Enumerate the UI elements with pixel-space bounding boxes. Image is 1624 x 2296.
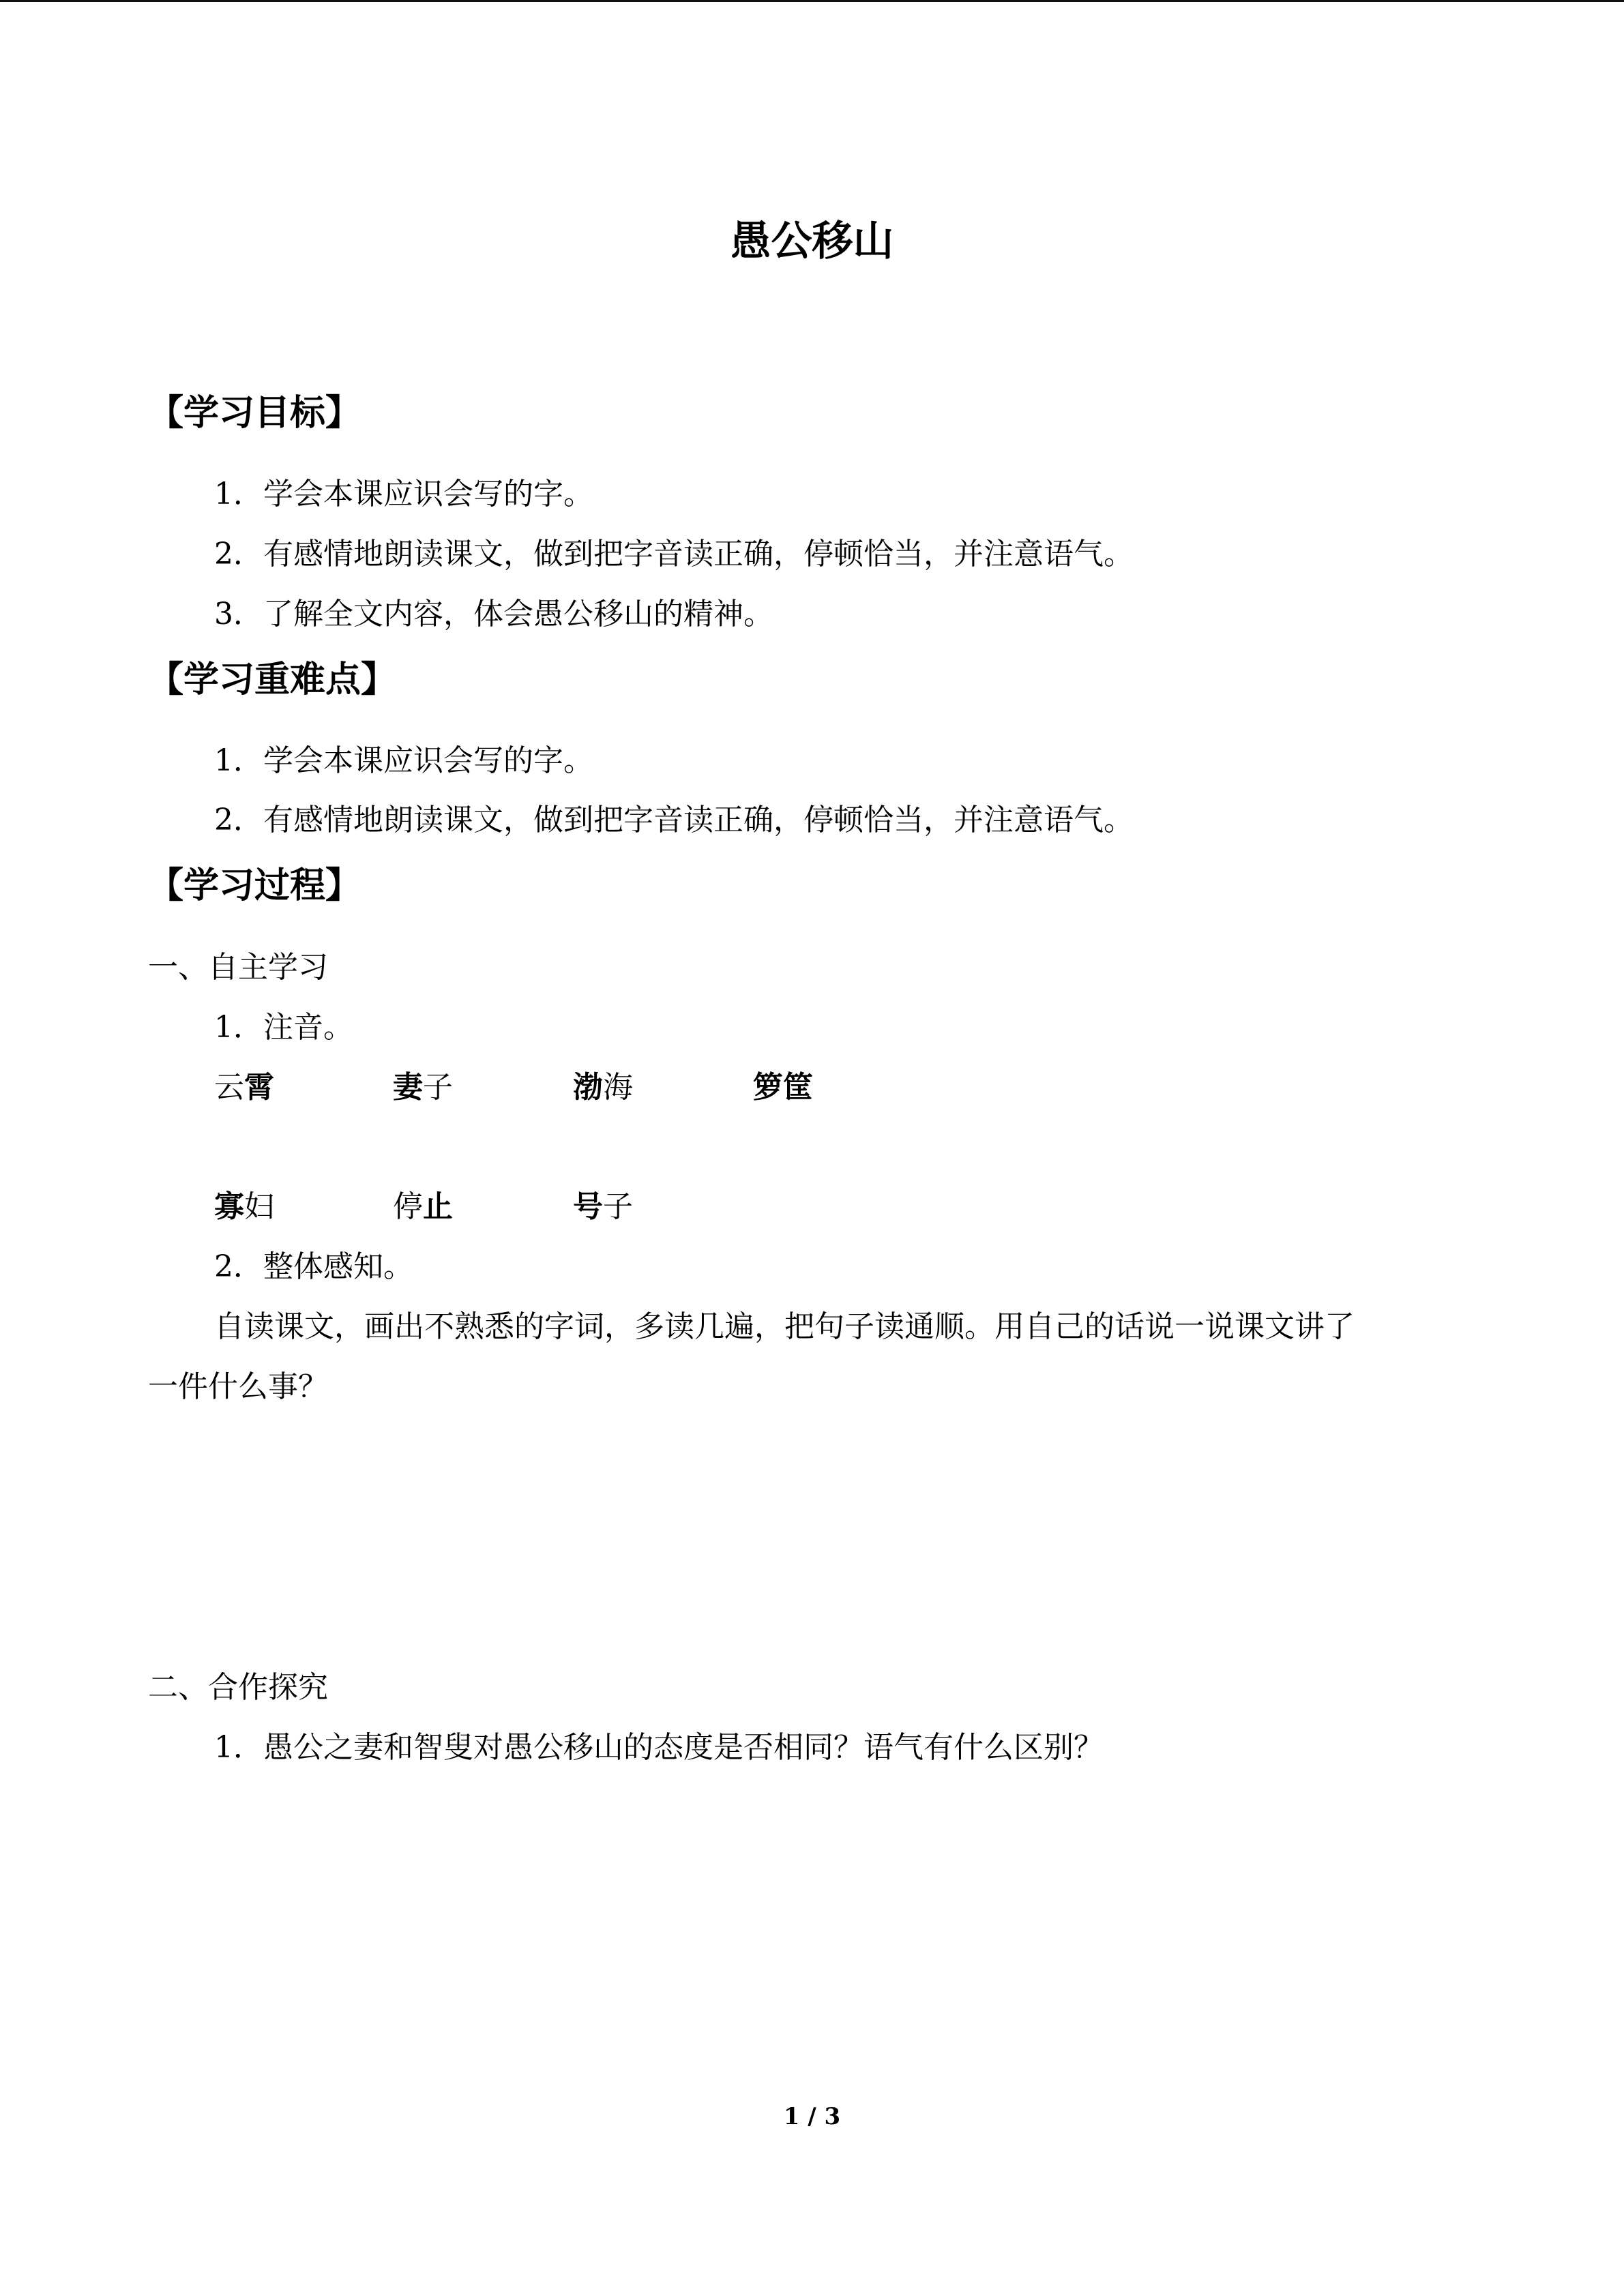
section-heading-key-points: 【学习重难点】: [148, 659, 397, 700]
part1-title: 一、自主学习: [148, 950, 328, 985]
word-plain: 子: [423, 1070, 453, 1105]
pinyin-word: [753, 1067, 813, 1108]
word-plain: 妇: [244, 1189, 274, 1224]
pinyin-word: [214, 1187, 274, 1227]
section-heading-process: 【学习过程】: [148, 865, 361, 906]
word-target-char: 箩筐: [753, 1070, 813, 1105]
part2-question1: 1．愚公之妻和智叟对愚公移山的态度是否相同？语气有什么区别？: [214, 1730, 1104, 1765]
word-target-char: 渤: [573, 1070, 603, 1105]
pinyin-word: [214, 1067, 274, 1108]
pinyin-word: [393, 1067, 453, 1108]
pinyin-word: [573, 1187, 633, 1227]
section-heading-goals: 【学习目标】: [148, 393, 361, 434]
word-target-char: 止: [423, 1189, 453, 1224]
key-point-item-1: 1．学会本课应识会写的字。: [214, 743, 593, 778]
pinyin-word: [393, 1187, 453, 1227]
word-target-char: 号: [573, 1189, 603, 1224]
part1-task2-text-line1: 自读课文，画出不熟悉的字词，多读几遍，把句子读通顺。用自己的话说一说课文讲了: [214, 1309, 1355, 1344]
pinyin-word: [573, 1067, 633, 1108]
word-plain: 停: [393, 1189, 423, 1224]
part1-task1: 1．注音。: [214, 1010, 353, 1045]
goal-item-1: 1．学会本课应识会写的字。: [214, 477, 593, 511]
word-target-char: 妻: [393, 1070, 423, 1105]
part1-task2-text-line2: 一件什么事？: [148, 1369, 328, 1404]
page-top-border: [0, 0, 1624, 2]
goal-item-3: 3．了解全文内容，体会愚公移山的精神。: [214, 597, 773, 631]
key-point-item-2: 2．有感情地朗读课文，做到把字音读正确，停顿恰当，并注意语气。: [214, 803, 1134, 837]
word-plain: 子: [603, 1189, 633, 1224]
part1-task2: 2．整体感知。: [214, 1249, 413, 1284]
part2-title: 二、合作探究: [148, 1670, 328, 1705]
document-title: 愚公移山: [730, 218, 894, 265]
page-number: 1 / 3: [783, 2103, 841, 2130]
word-target-char: 霄: [244, 1070, 274, 1105]
word-plain: 云: [214, 1070, 244, 1105]
word-target-char: 寡: [214, 1189, 244, 1224]
word-plain: 海: [603, 1070, 633, 1105]
goal-item-2: 2．有感情地朗读课文，做到把字音读正确，停顿恰当，并注意语气。: [214, 537, 1134, 571]
